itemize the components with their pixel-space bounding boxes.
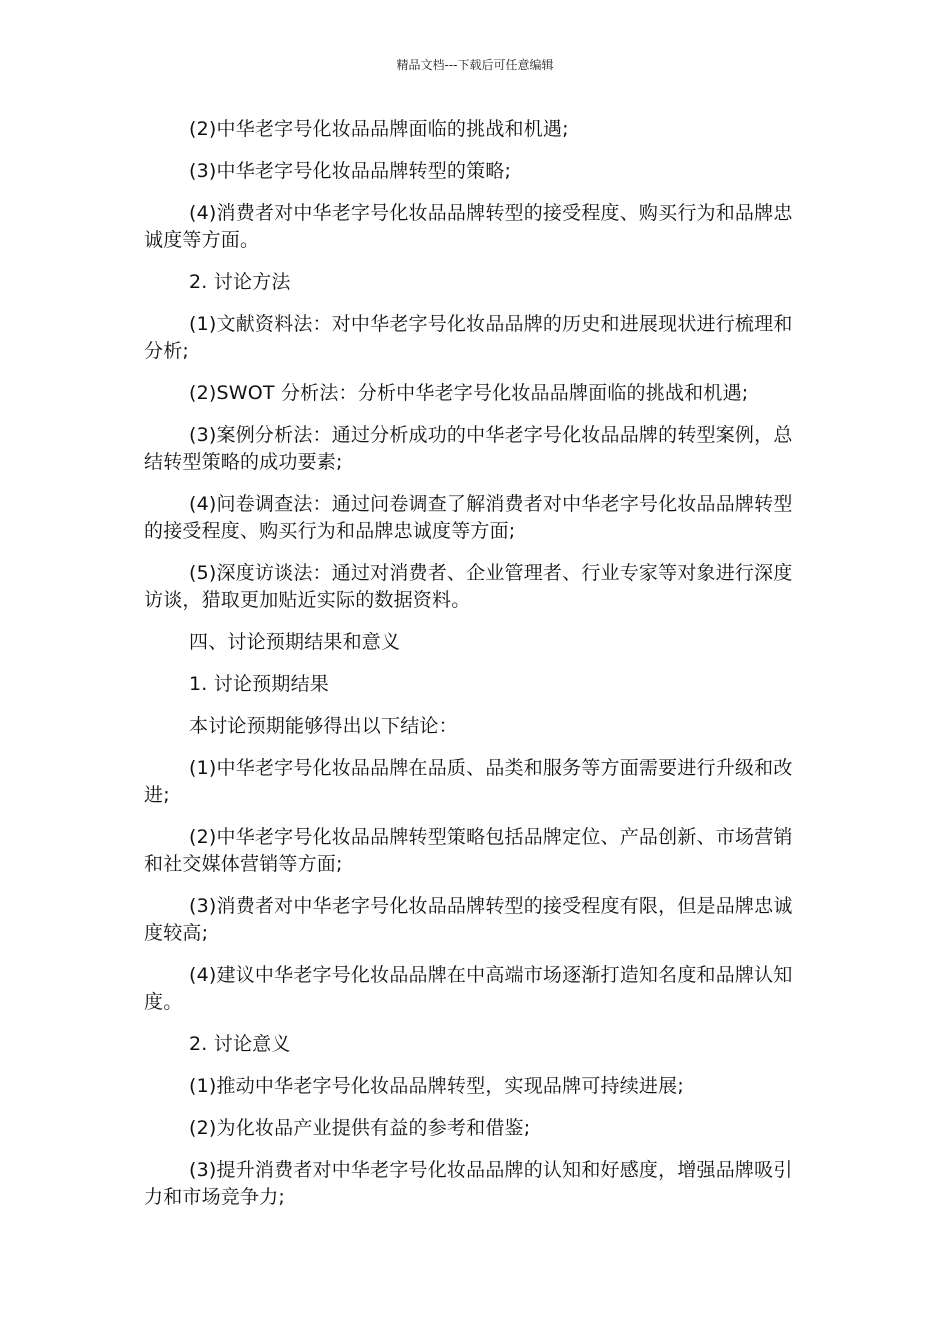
chapter-heading: 四、讨论预期结果和意义 (189, 631, 401, 653)
paragraph: (2)中华老字号化妆品品牌面临的挑战和机遇; (189, 118, 569, 140)
document-body (144, 116, 804, 1226)
paragraph: (5)深度访谈法：通过对消费者、企业管理者、行业专家等对象进行深度访谈，猎取更加贴近实际的数据资料。 (144, 562, 793, 611)
section-heading: 1. 讨论预期结果 (189, 673, 329, 695)
page-header: 精品文档---下载后可任意编辑 (396, 58, 554, 72)
paragraph: (2)为化妆品产业提供有益的参考和借鉴; (189, 1117, 531, 1139)
paragraph: (4)建议中华老字号化妆品品牌在中高端市场逐渐打造知名度和品牌认知度。 (144, 964, 793, 1013)
paragraph: (3)提升消费者对中华老字号化妆品品牌的认知和好感度，增强品牌吸引力和市场竞争力; (144, 1159, 793, 1208)
section-heading: 2. 讨论方法 (189, 271, 291, 293)
paragraph: (3)消费者对中华老字号化妆品品牌转型的接受程度有限，但是品牌忠诚度较高; (144, 895, 793, 944)
paragraph: (1)推动中华老字号化妆品品牌转型，实现品牌可持续进展; (189, 1075, 684, 1097)
paragraph: (2)SWOT 分析法：分析中华老字号化妆品品牌面临的挑战和机遇; (189, 382, 749, 404)
section-heading: 2. 讨论意义 (189, 1033, 291, 1055)
paragraph: (4)消费者对中华老字号化妆品品牌转型的接受程度、购买行为和品牌忠诚度等方面。 (144, 202, 793, 251)
paragraph: (3)案例分析法：通过分析成功的中华老字号化妆品品牌的转型案例，总结转型策略的成功要素; (144, 424, 793, 473)
paragraph: (1)文献资料法：对中华老字号化妆品品牌的历史和进展现状进行梳理和分析; (144, 313, 793, 362)
paragraph: (1)中华老字号化妆品品牌在品质、品类和服务等方面需要进行升级和改进; (144, 757, 793, 806)
paragraph: (3)中华老字号化妆品品牌转型的策略; (189, 160, 512, 182)
paragraph: (4)问卷调查法：通过问卷调查了解消费者对中华老字号化妆品品牌转型的接受程度、购买行为和品牌忠诚度等方面; (144, 493, 793, 542)
paragraph: (2)中华老字号化妆品品牌转型策略包括品牌定位、产品创新、市场营销和社交媒体营销等方面; (144, 826, 793, 875)
paragraph: 本讨论预期能够得出以下结论： (189, 715, 458, 737)
